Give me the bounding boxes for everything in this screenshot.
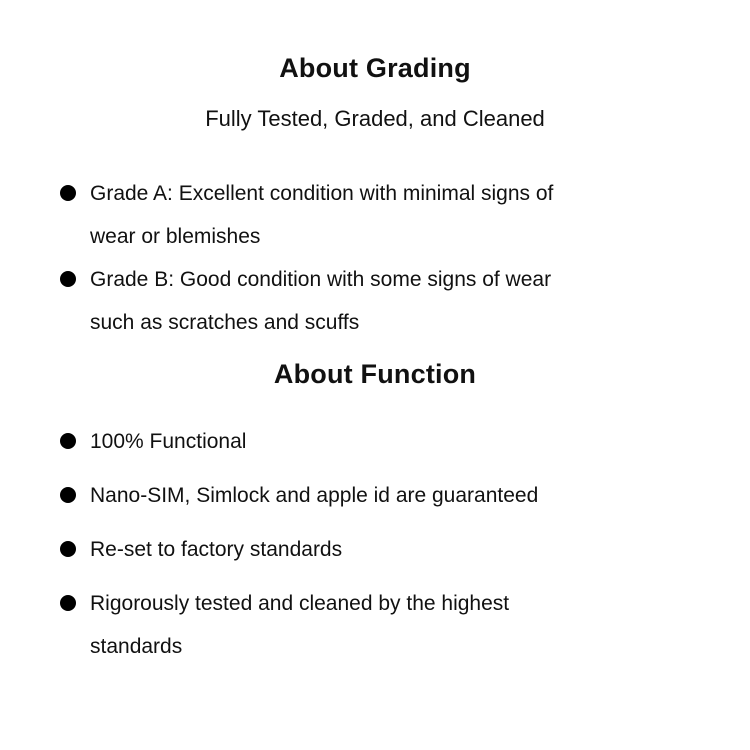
list-item-line: 100% Functional bbox=[90, 430, 247, 453]
bullet-icon bbox=[60, 433, 76, 449]
list-item bbox=[60, 528, 710, 571]
grading-section-subtitle: Fully Tested, Graded, and Cleaned bbox=[205, 106, 545, 131]
function-bullet-list bbox=[0, 420, 750, 668]
list-item bbox=[60, 582, 710, 668]
list-item-text bbox=[90, 172, 553, 258]
grading-bullet-list bbox=[0, 172, 750, 344]
bullet-icon bbox=[60, 271, 76, 287]
list-item-text bbox=[90, 582, 509, 668]
list-item bbox=[60, 172, 710, 258]
list-item-line: Grade B: Good condition with some signs of wear bbox=[90, 268, 552, 291]
list-item-line: Rigorously tested and cleaned by the highest bbox=[90, 592, 510, 615]
function-section-title: About Function bbox=[273, 359, 477, 389]
list-item-text bbox=[90, 528, 342, 571]
list-item-line: Nano-SIM, Simlock and apple id are guaranteed bbox=[90, 484, 539, 507]
bullet-icon bbox=[60, 185, 76, 201]
list-item-text bbox=[90, 258, 551, 344]
list-item bbox=[60, 258, 710, 344]
bullet-icon bbox=[60, 595, 76, 611]
grading-section-title: About Grading bbox=[279, 53, 471, 83]
list-item bbox=[60, 420, 710, 463]
list-item-text bbox=[90, 474, 538, 517]
list-item-line: standards bbox=[90, 635, 183, 658]
list-item-line: Grade A: Excellent condition with minimal signs of bbox=[90, 182, 554, 205]
bullet-icon bbox=[60, 487, 76, 503]
list-item-line: wear or blemishes bbox=[90, 225, 261, 248]
list-item-text bbox=[90, 420, 246, 463]
list-item-line: such as scratches and scuffs bbox=[90, 311, 360, 334]
bullet-icon bbox=[60, 541, 76, 557]
list-item-line: Re-set to factory standards bbox=[90, 538, 343, 561]
list-item bbox=[60, 474, 710, 517]
